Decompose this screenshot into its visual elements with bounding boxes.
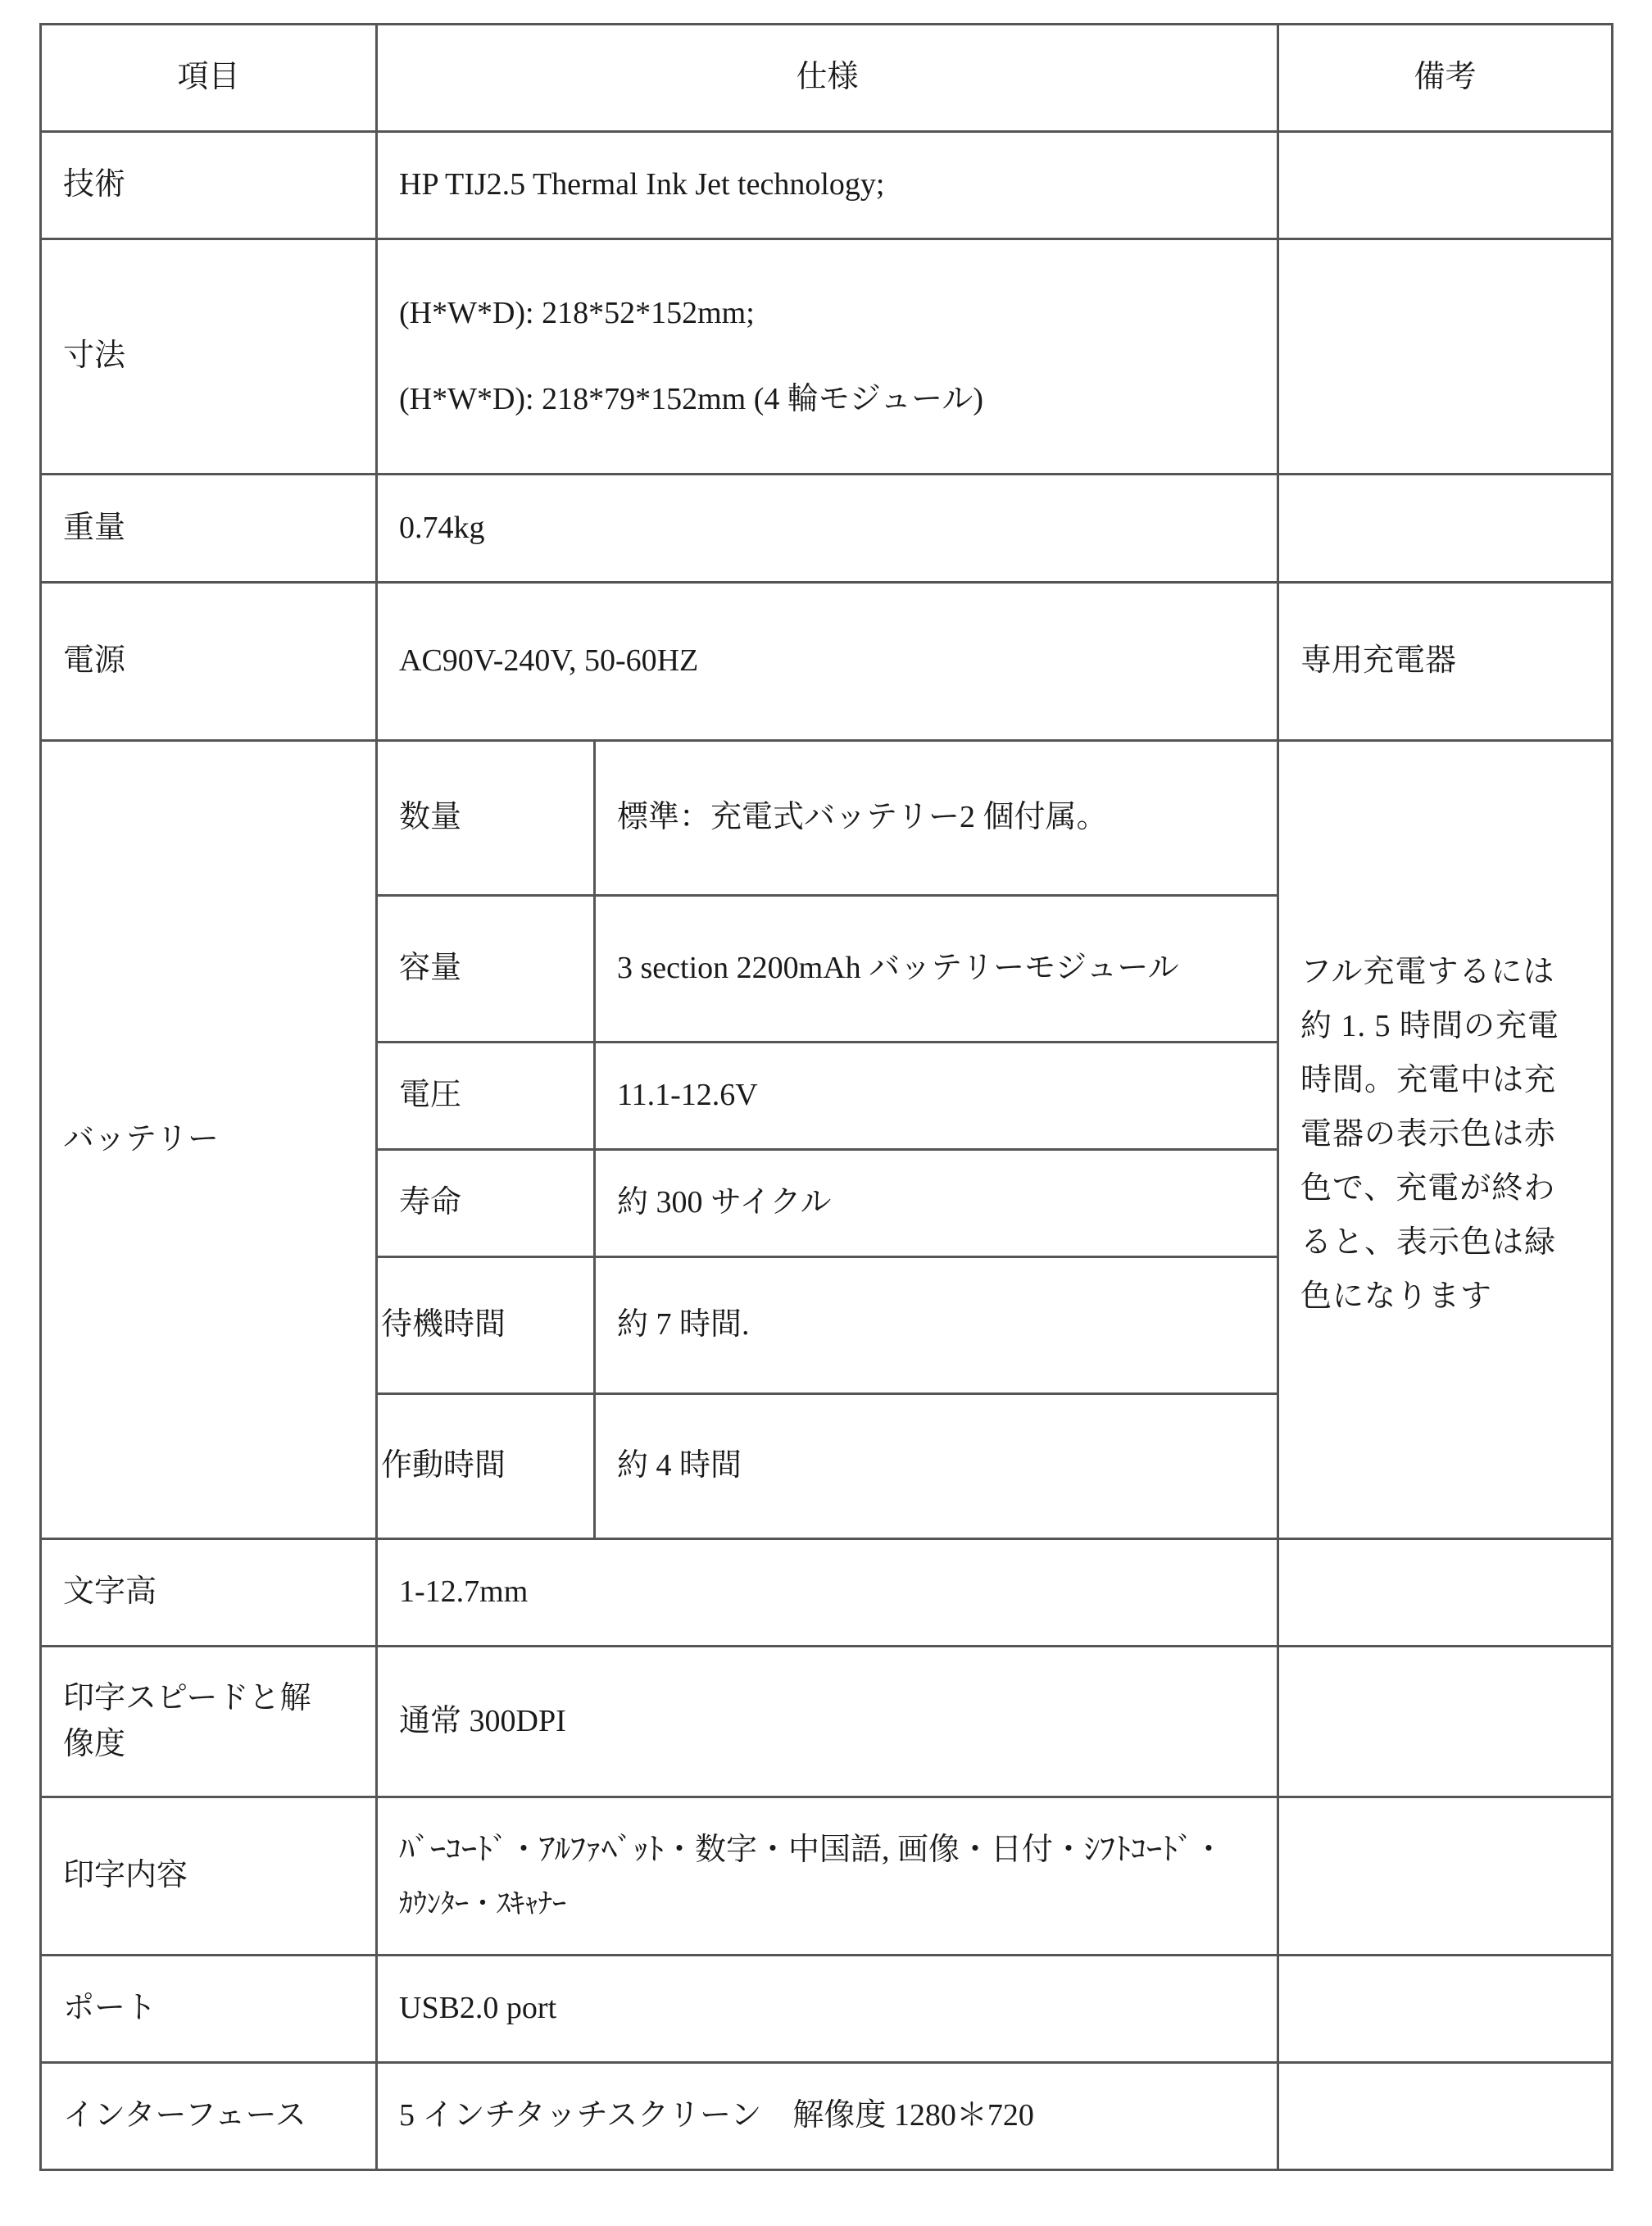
table-row-dimensions <box>41 239 1613 475</box>
row-label-interface: インターフェース <box>41 2063 377 2170</box>
battery-sub-label: 寿命 <box>377 1150 595 1257</box>
row-label-weight: 重量 <box>41 475 377 583</box>
row-spec-port: USB2.0 port <box>377 1956 1278 2063</box>
dimensions-line-2: (H*W*D): 218*79*152mm (4 輪モジュール) <box>399 382 984 416</box>
spec-table <box>39 23 1613 2171</box>
row-label-char-height: 文字高 <box>41 1539 377 1647</box>
row-remarks-dimensions <box>1278 239 1613 475</box>
battery-sub-label: 作動時間 <box>377 1394 595 1539</box>
row-spec-char-height: 1-12.7mm <box>377 1539 1278 1647</box>
battery-sub-value: 3 section 2200mAh バッテリーモジュール <box>595 896 1278 1043</box>
row-remarks-tech <box>1278 132 1613 239</box>
row-remarks-print-content <box>1278 1797 1613 1956</box>
battery-note-line: 色で、充電が終わ <box>1300 1171 1556 1206</box>
row-spec-interface: 5 インチタッチスクリーン 解像度 1280＊720 <box>377 2063 1278 2170</box>
row-remarks-print-speed <box>1278 1647 1613 1797</box>
table-row-print-content <box>41 1797 1613 1956</box>
row-remarks-interface <box>1278 2063 1613 2170</box>
header-spec: 仕様 <box>377 25 1278 132</box>
print-content-line-2: ｶｳﾝﾀｰ・ｽｷｬﾅｰ <box>399 1888 566 1919</box>
table-header-row <box>41 25 1613 132</box>
header-item: 項目 <box>41 25 377 132</box>
table-row-interface <box>41 2063 1613 2170</box>
battery-sub-label: 待機時間 <box>377 1257 595 1394</box>
table-row-tech <box>41 132 1613 239</box>
row-spec-print-speed: 通常 300DPI <box>377 1647 1278 1797</box>
battery-note-line: 色になります <box>1300 1279 1493 1314</box>
row-remarks-port <box>1278 1956 1613 2063</box>
battery-sub-label: 電圧 <box>377 1043 595 1150</box>
header-remarks: 備考 <box>1278 25 1613 132</box>
row-remarks-char-height <box>1278 1539 1613 1647</box>
print-speed-label-line-1: 印字スピードと解 <box>63 1681 311 1716</box>
table-row-battery-quantity <box>41 741 1613 896</box>
row-spec-dimensions <box>377 239 1278 475</box>
row-label-print-content: 印字内容 <box>41 1797 377 1956</box>
battery-sub-value: 11.1-12.6V <box>595 1043 1278 1150</box>
table-row-port <box>41 1956 1613 2063</box>
battery-sub-value: 約 4 時間 <box>595 1394 1278 1539</box>
row-label-dimensions: 寸法 <box>41 239 377 475</box>
battery-sub-value: 標準：充電式バッテリー2 個付属。 <box>595 741 1278 896</box>
battery-note-line: 時間。充電中は充 <box>1300 1063 1557 1097</box>
row-remarks-power: 専用充電器 <box>1278 583 1613 741</box>
battery-sub-label: 容量 <box>377 896 595 1043</box>
row-label-tech: 技術 <box>41 132 377 239</box>
print-speed-label-line-2: 像度 <box>63 1726 126 1761</box>
row-remarks-battery <box>1278 741 1613 1539</box>
row-label-port: ポート <box>41 1956 377 2063</box>
row-label-battery: バッテリー <box>41 741 377 1539</box>
battery-note-line: 約 1. 5 時間の充電 <box>1300 1009 1560 1043</box>
row-label-power: 電源 <box>41 583 377 741</box>
battery-note-line: 電器の表示色は赤 <box>1300 1117 1557 1152</box>
row-spec-weight: 0.74kg <box>377 475 1278 583</box>
row-spec-print-content <box>377 1797 1278 1956</box>
battery-sub-label: 数量 <box>377 741 595 896</box>
table-row-print-speed <box>41 1647 1613 1797</box>
battery-note-line: フル充電するには <box>1300 955 1555 989</box>
table-row-power <box>41 583 1613 741</box>
row-spec-power: AC90V-240V, 50-60HZ <box>377 583 1278 741</box>
table-row-weight <box>41 475 1613 583</box>
table-row-char-height <box>41 1539 1613 1647</box>
row-label-print-speed <box>41 1647 377 1797</box>
row-spec-tech: HP TIJ2.5 Thermal Ink Jet technology; <box>377 132 1278 239</box>
dimensions-line-1: (H*W*D): 218*52*152mm; <box>399 295 755 330</box>
battery-sub-value: 約 7 時間. <box>595 1257 1278 1394</box>
print-content-line-1: ﾊﾞｰｺｰﾄﾞ・ｱﾙﾌｧﾍﾞｯﾄ・数字・中国語, 画像・日付・ｼﾌﾄｺｰﾄﾞ・ <box>399 1832 1225 1867</box>
battery-note-line: ると、表示色は緑 <box>1300 1225 1557 1260</box>
row-remarks-weight <box>1278 475 1613 583</box>
battery-sub-value: 約 300 サイクル <box>595 1150 1278 1257</box>
